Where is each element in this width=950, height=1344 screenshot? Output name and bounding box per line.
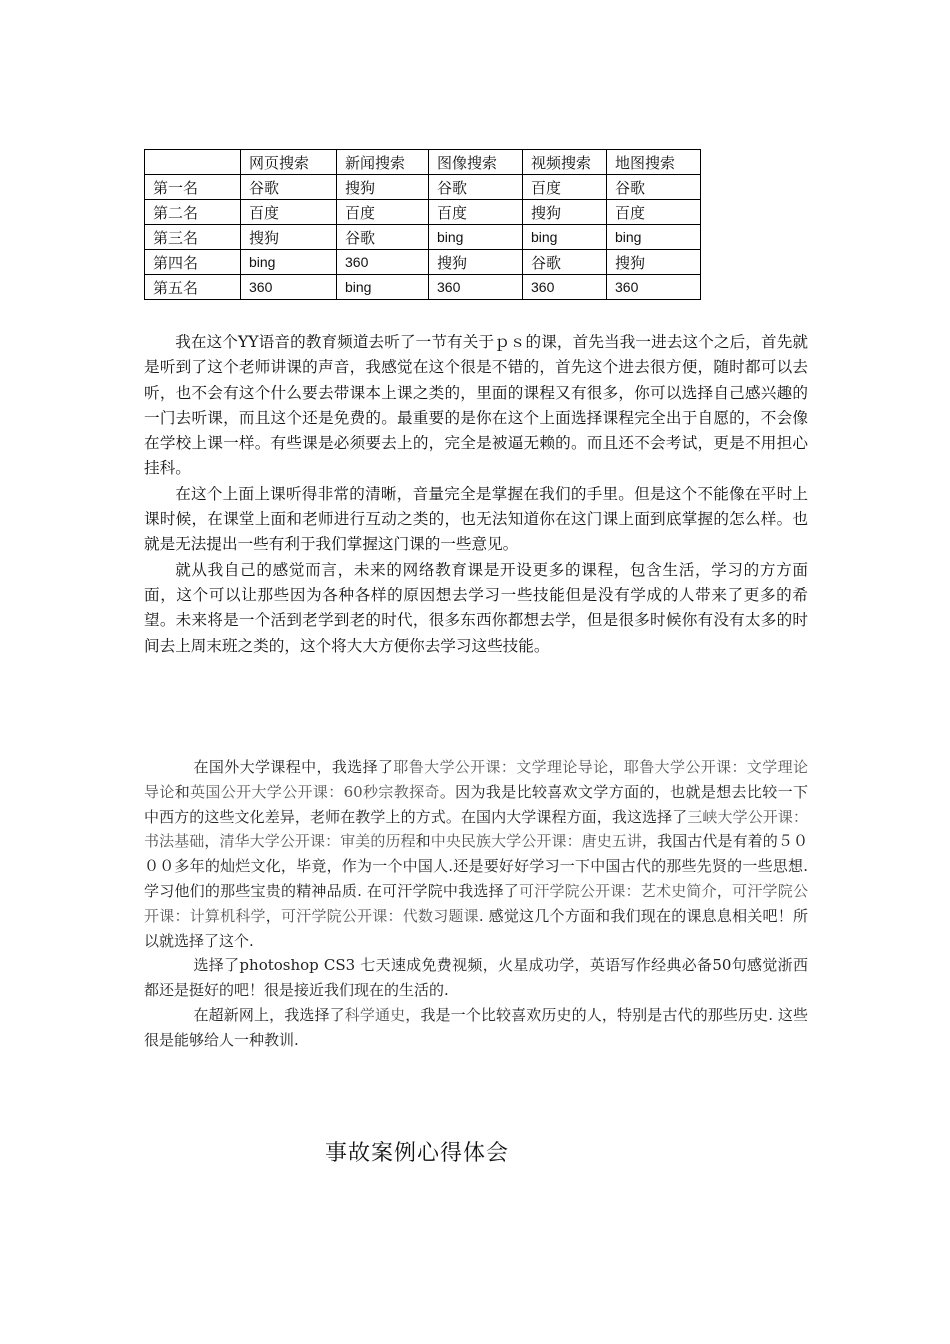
table-row [145,225,701,250]
table-cell: bing [523,225,607,250]
search-engine-ranking-table [144,149,701,300]
table-cell: 搜狗 [241,225,337,250]
text-run: ，我是一个比较喜欢历史的人，特别是古代的那些历史. 这些很是能够给人一种教训. [144,1005,808,1049]
course-link-minzu-tang-history[interactable]: 中央民族大学公开课：唐史五讲 [430,832,643,851]
table-cell: bing [337,275,429,300]
row-label: 第一名 [145,175,241,200]
course-link-yale-literary-theory-2[interactable]: 耶鲁大学公开课：文学理论导论 [144,758,808,801]
table-header-cell: 图像搜索 [429,150,523,175]
row-label: 第五名 [145,275,241,300]
row-label: 第三名 [145,225,241,250]
table-cell: 谷歌 [429,175,523,200]
table-row [145,275,701,300]
table-header-cell: 新闻搜索 [337,150,429,175]
document-title: 事故案例心得体会 [325,1141,510,1166]
table-row [145,250,701,275]
course-selection-section [144,755,808,1053]
text-run: 在国外大学课程中，我选择了 [193,758,394,776]
online-class-reflection [144,330,808,659]
table-cell: 360 [241,275,337,300]
table-row [145,175,701,200]
table-cell: 360 [429,275,523,300]
table-row [145,200,701,225]
text-run: 在超新网上，我选择了 [193,1005,345,1024]
paragraph [144,1003,808,1053]
text-run: 和 [174,782,191,801]
row-label: 第四名 [145,250,241,275]
table-cell: 百度 [241,200,337,225]
paragraph [144,755,808,953]
table-cell: 百度 [337,200,429,225]
table-cell: 谷歌 [337,225,429,250]
course-link-open-university-religion[interactable]: 英国公开大学公开课：60秒宗教探奇 [190,782,440,801]
paragraph: 在这个上面上课听得非常的清晰，音量完全是掌握在我们的手里。但是这个不能像在平时上课时候，在课堂上面和老师进行互动之类的，也无法知道你在这门课上面到底掌握的怎么样。也就是无法提出一些有利于我们掌握这门课的一些意见。 [144,484,808,554]
text-run: ，我国古代是有着的５０００多年的灿烂文化，毕竟，作为一个中国人.还是要好好学习一下中国古代的那些先贤的一些思想. 学习他们的那些宝贵的精神品质. 在可汗学院中我选择了 [144,832,808,900]
table-cell: 百度 [429,200,523,225]
course-link-three-gorges-calligraphy[interactable]: 三峡大学公开课：书法基础 [144,807,808,851]
paragraph: 我在这个YY语音的教育频道去听了一节有关于ｐｓ的课，首先当我一进去这个之后，首先就是听到了这个老师讲课的声音，我感觉在这个很是不错的，首先这个进去很方便，随时都可以去听，也不会有这个什么要去带课本上课之类的，里面的课程又有很多，你可以选择自己感兴趣的一门去听课，而且这个还是免费的。最重要的是你在这个上面选择课程完全出于自愿的，不会像在学校上课一样。有些课是必须要去上的，完全是被逼无赖的。而且还不会考试，更是不用担心挂科。 [144,333,808,478]
text-run: . 感觉这几个方面和我们现在的课息息相关吧！所以就选择了这个. [144,906,808,950]
table-cell: 360 [607,275,701,300]
table-cell: bing [607,225,701,250]
course-link-khan-art-history[interactable]: 可汗学院公开课：艺术史简介 [519,881,717,900]
text-run: ， [716,881,733,900]
table-cell: 百度 [607,200,701,225]
table-header-cell: 网页搜索 [241,150,337,175]
table-cell: 搜狗 [429,250,523,275]
table-cell: 360 [337,250,429,275]
table-cell: bing [241,250,337,275]
table-header-row [145,150,701,175]
table-cell: 搜狗 [337,175,429,200]
table-cell: 百度 [523,175,607,200]
table-cell: 搜狗 [607,250,701,275]
course-link-science-history[interactable]: 科学通史 [344,1005,406,1024]
text-run: ， [204,832,220,851]
course-link-khan-computer-science[interactable]: 可汗学院公开课：计算机科学 [144,881,808,925]
table-cell: bing [429,225,523,250]
table-cell: 谷歌 [523,250,607,275]
text-run: ， [265,906,281,925]
row-label: 第二名 [145,200,241,225]
table-cell: 谷歌 [607,175,701,200]
paragraph: 就从我自己的感觉而言，未来的网络教育课是开设更多的课程，包含生活，学习的方方面面，这个可以让那些因为各种各样的原因想去学习一些技能但是没有学成的人带来了更多的希望。未来将是一个活到老学到老的时代，很多东西你都想去学，但是很多时候你有没有太多的时间去上周末班之类的，这个将大大方便你去学习这些技能。 [144,560,808,655]
table-cell: 360 [523,275,607,300]
text-run: ， [608,758,624,776]
text-run: 。因为我是比较喜欢文学方面的，也就是想去比较一下中西方的这些文化差异，老师在教学上的方式。在国内大学课程方面，我这选择了 [144,782,808,826]
table-cell: 搜狗 [523,200,607,225]
course-link-tsinghua-aesthetics[interactable]: 清华大学公开课：审美的历程 [219,832,416,851]
paragraph: 选择了photoshop CS3 七天速成免费视频，火星成功学，英语写作经典必备50句感觉浙西都还是挺好的吧！很是接近我们现在的生活的. [144,956,808,1000]
table-header-cell: 视频搜索 [523,150,607,175]
table-cell: 谷歌 [241,175,337,200]
course-link-khan-algebra[interactable]: 可汗学院公开课：代数习题课 [281,906,479,925]
table-cell [145,150,241,175]
table-header-cell: 地图搜索 [607,150,701,175]
course-link-yale-literary-theory[interactable]: 耶鲁大学公开课：文学理论导论 [393,758,609,776]
text-run: 和 [415,832,431,851]
